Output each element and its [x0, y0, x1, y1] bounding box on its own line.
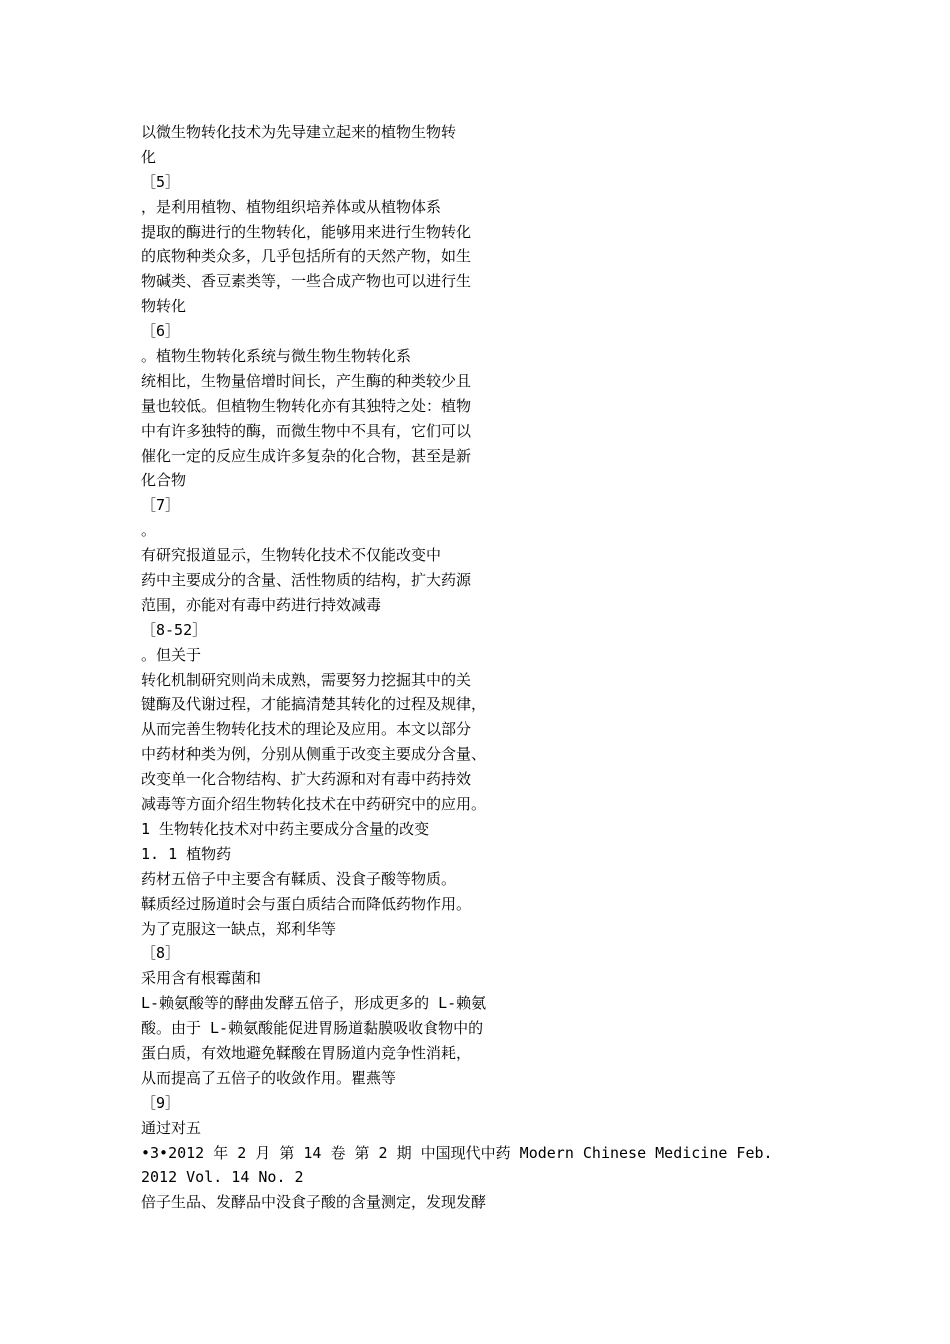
- text-line: L-赖氨酸等的酵曲发酵五倍子，形成更多的 L-赖氨: [141, 994, 487, 1013]
- text-line: 酸。由于 L-赖氨酸能促进胃肠道黏膜吸收食物中的: [141, 1019, 484, 1038]
- citation-ref: ［6］: [141, 322, 181, 341]
- citation-ref: ［9］: [141, 1093, 181, 1112]
- section-heading: 1 生物转化技术对中药主要成分含量的改变: [141, 819, 430, 838]
- text-line: 物碱类、香豆素类等，一些合成产物也可以进行生: [141, 272, 472, 291]
- text-line: 药材五倍子中主要含有鞣质、没食子酸等物质。: [141, 869, 457, 888]
- text-line: 蛋白质，有效地避免鞣酸在胃肠道内竞争性消耗，: [141, 1043, 472, 1062]
- text-line: 通过对五: [141, 1118, 202, 1137]
- text-line: 有研究报道显示，生物转化技术不仅能改变中: [141, 546, 442, 565]
- text-line: 从而完善生物转化技术的理论及应用。本文以部分: [141, 720, 472, 739]
- text-line: 提取的酶进行的生物转化，能够用来进行生物转化: [141, 222, 472, 241]
- text-line: 量也较低。但植物生物转化亦有其独特之处：植物: [141, 396, 472, 415]
- subsection-heading: 1. 1 植物药: [141, 844, 232, 863]
- text-line: 范围，亦能对有毒中药进行持效减毒: [141, 595, 382, 614]
- text-line: 转化机制研究则尚未成熟，需要努力挖掘其中的关: [141, 670, 472, 689]
- text-line: 以微生物转化技术为先导建立起来的植物生物转: [141, 123, 457, 141]
- text-line: 减毒等方面介绍生物转化技术在中药研究中的应用。: [141, 795, 487, 814]
- text-line: 采用含有根霉菌和: [141, 969, 262, 988]
- text-line: ，是利用植物、植物组织培养体或从植物体系: [141, 197, 442, 216]
- text-line: 改变单一化合物结构、扩大药源和对有毒中药持效: [141, 770, 472, 789]
- text-line: 催化一定的反应生成许多复杂的化合物，甚至是新: [141, 446, 472, 465]
- citation-ref: ［8］: [141, 944, 181, 963]
- text-line: 药中主要成分的含量、活性物质的结构，扩大药源: [141, 571, 472, 590]
- text-line: 键酶及代谢过程，才能搞清楚其转化的过程及规律，: [141, 695, 487, 714]
- text-line: 鞣质经过肠道时会与蛋白质结合而降低药物作用。: [141, 894, 472, 913]
- text-line: 统相比，生物量倍增时间长，产生酶的种类较少且: [141, 371, 472, 390]
- text-line: 。: [141, 521, 157, 540]
- text-line: 物转化: [141, 297, 187, 316]
- text-line: 。但关于: [141, 645, 202, 664]
- citation-ref: ［5］: [141, 172, 181, 191]
- text-line: 化: [141, 147, 157, 166]
- text-line: 中有许多独特的酶，而微生物中不具有，它们可以: [141, 421, 472, 440]
- text-line: 为了克服这一缺点，郑利华等: [141, 919, 337, 938]
- citation-ref: ［7］: [141, 496, 181, 515]
- text-line: 从而提高了五倍子的收敛作用。瞿燕等: [141, 1068, 397, 1087]
- document-body: [141, 120, 841, 1215]
- text-line: 中药材种类为例，分别从侧重于改变主要成分含量、: [141, 745, 487, 764]
- page-footer: 2012 Vol. 14 No. 2: [141, 1168, 304, 1187]
- citation-ref: ［8-52］: [141, 620, 208, 639]
- text-line: 的底物种类众多，几乎包括所有的天然产物，如生: [141, 247, 472, 266]
- text-line: 倍子生品、发酵品中没食子酸的含量测定，发现发酵: [141, 1193, 487, 1212]
- page-footer: •3•2012 年 2 月 第 14 卷 第 2 期 中国现代中药 Modern Chinese Medicine Feb.: [141, 1143, 773, 1162]
- text-line: 。植物生物转化系统与微生物生物转化系: [141, 347, 412, 366]
- text-line: 化合物: [141, 471, 187, 490]
